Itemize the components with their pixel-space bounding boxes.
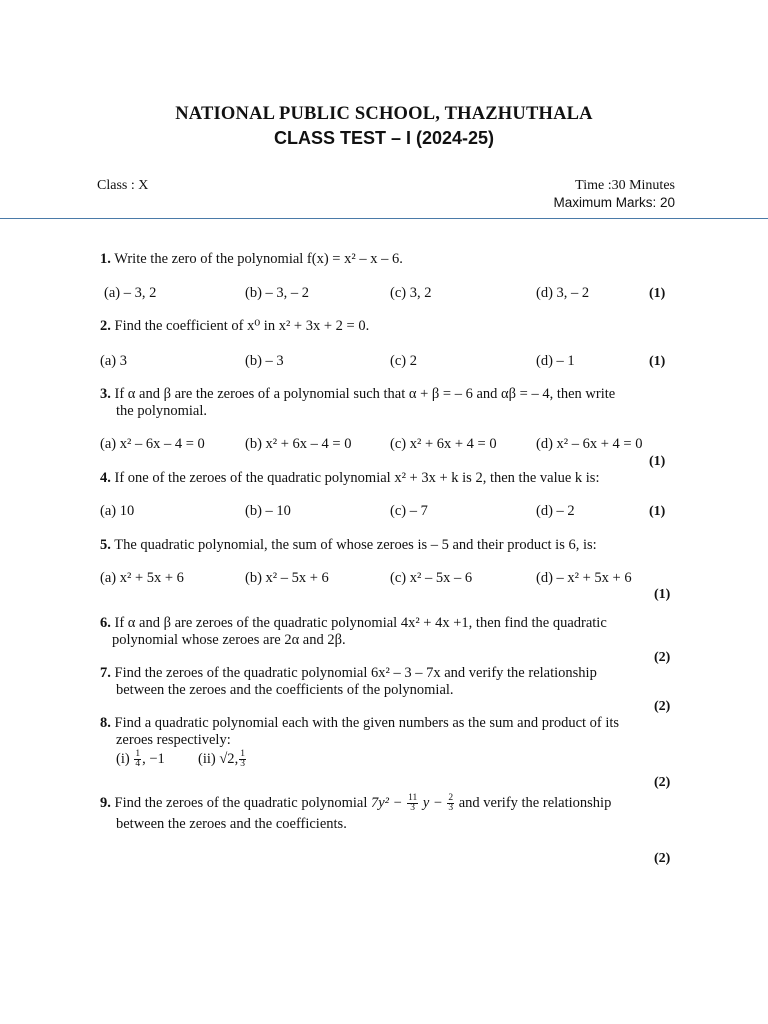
question-3 [100, 386, 615, 403]
option-b: (b) – 10 [245, 503, 291, 519]
question-number: 1. [100, 251, 111, 267]
question-text-continued: zeroes respectively: [116, 732, 231, 748]
question-text: and verify the relationship [458, 794, 612, 811]
school-name: NATIONAL PUBLIC SCHOOL, THAZHUTHALA [175, 104, 593, 124]
option-a: (a) 3 [100, 353, 127, 369]
part-i-label: (i) [116, 750, 130, 767]
question-text: The quadratic polynomial, the sum of whose zeroes is – 5 and their product is 6, is: [114, 537, 597, 553]
marks-label: (2) [654, 775, 671, 790]
question-number: 7. [100, 665, 111, 681]
question-text-continued: the polynomial. [116, 403, 208, 419]
fraction: $\frac{2}{3}$ [448, 793, 454, 813]
option-a: (a) x² + 5x + 6 [100, 570, 184, 586]
question-8-parts: (i) $\frac{1}{4}$ , −1 (ii) √2, $\frac{1}{3}$ [116, 749, 245, 769]
marks-label: (2) [654, 851, 671, 866]
expr-lead: 7y² − [371, 794, 403, 811]
expr-mid: y − [422, 794, 443, 811]
option-a: (a) x² – 6x – 4 = 0 [100, 436, 205, 452]
option-b: (b) – 3, – 2 [245, 285, 310, 301]
question-number: 4. [100, 470, 111, 486]
question-1 [100, 251, 403, 268]
header-divider [0, 218, 768, 219]
option-d: (d) – 2 [536, 503, 575, 519]
option-a: (a) 10 [100, 503, 135, 519]
question-text: If α and β are zeroes of the quadratic polynomial 4x² + 4x +1, then find the quadratic [114, 615, 607, 631]
fraction: $\frac{1}{3}$ [240, 749, 245, 769]
option-d: (d) – x² + 5x + 6 [536, 570, 632, 586]
class-label: Class : X [97, 178, 149, 193]
question-9 [100, 794, 611, 813]
time-label: Time :30 Minutes [575, 178, 675, 193]
question-text: Find the zeroes of the quadratic polynomial 6x² – 3 – 7x and verify the relationship [114, 665, 597, 681]
question-7 [100, 665, 597, 682]
question-text: Find a quadratic polynomial each with the given numbers as the sum and product of its [114, 715, 620, 731]
question-2 [100, 318, 369, 335]
option-c: (c) 2 [390, 353, 417, 369]
option-a: (a) – 3, 2 [104, 285, 157, 301]
question-text-continued: between the zeroes and the coefficients of the polynomial. [116, 682, 454, 698]
option-b: (b) x² – 5x + 6 [245, 570, 329, 586]
question-text-continued: polynomial whose zeroes are 2α and 2β. [112, 632, 346, 648]
question-number: 9. [100, 794, 111, 811]
option-c: (c) – 7 [390, 503, 428, 519]
question-text: If α and β are the zeroes of a polynomial such that α + β = – 6 and αβ = – 4, then write [114, 386, 616, 402]
question-number: 3. [100, 386, 111, 402]
marks-label: (1) [649, 454, 666, 469]
marks-label: (1) [649, 354, 666, 369]
option-c: (c) x² + 6x + 4 = 0 [390, 436, 497, 452]
option-c: (c) x² – 5x – 6 [390, 570, 473, 586]
marks-label: (2) [654, 699, 671, 714]
option-d: (d) x² – 6x + 4 = 0 [536, 436, 643, 452]
question-6 [100, 615, 607, 632]
question-text-continued: between the zeroes and the coefficients. [116, 816, 347, 832]
option-d: (d) – 1 [536, 353, 575, 369]
question-text: Find the zeroes of the quadratic polynomial [114, 794, 368, 811]
part-i-rest: , −1 [142, 750, 165, 767]
question-4 [100, 470, 599, 487]
max-marks-label: Maximum Marks: 20 [553, 195, 675, 210]
option-d: (d) 3, – 2 [536, 285, 590, 301]
option-b: (b) – 3 [245, 353, 284, 369]
question-8 [100, 715, 619, 732]
option-b: (b) x² + 6x – 4 = 0 [245, 436, 352, 452]
marks-label: (1) [649, 504, 666, 519]
test-title: CLASS TEST – I (2024-25) [273, 128, 495, 148]
sqrt-two: √2 [219, 750, 235, 767]
question-5 [100, 537, 597, 554]
part-ii-label: (ii) [198, 750, 216, 767]
question-text: Find the coefficient of x⁰ in x² + 3x + 2 = 0. [114, 318, 370, 334]
marks-label: (1) [654, 587, 671, 602]
question-number: 6. [100, 615, 111, 631]
fraction: $\frac{11}{3}$ [408, 793, 418, 813]
question-text: Write the zero of the polynomial f(x) = x² – x – 6. [114, 251, 403, 267]
question-text: If one of the zeroes of the quadratic polynomial x² + 3x + k is 2, then the value k is: [114, 470, 600, 486]
marks-label: (1) [649, 286, 666, 301]
marks-label: (2) [654, 650, 671, 665]
question-number: 8. [100, 715, 111, 731]
fraction: $\frac{1}{4}$ [135, 749, 141, 769]
question-number: 2. [100, 318, 111, 334]
question-number: 5. [100, 537, 111, 553]
option-c: (c) 3, 2 [390, 285, 432, 301]
